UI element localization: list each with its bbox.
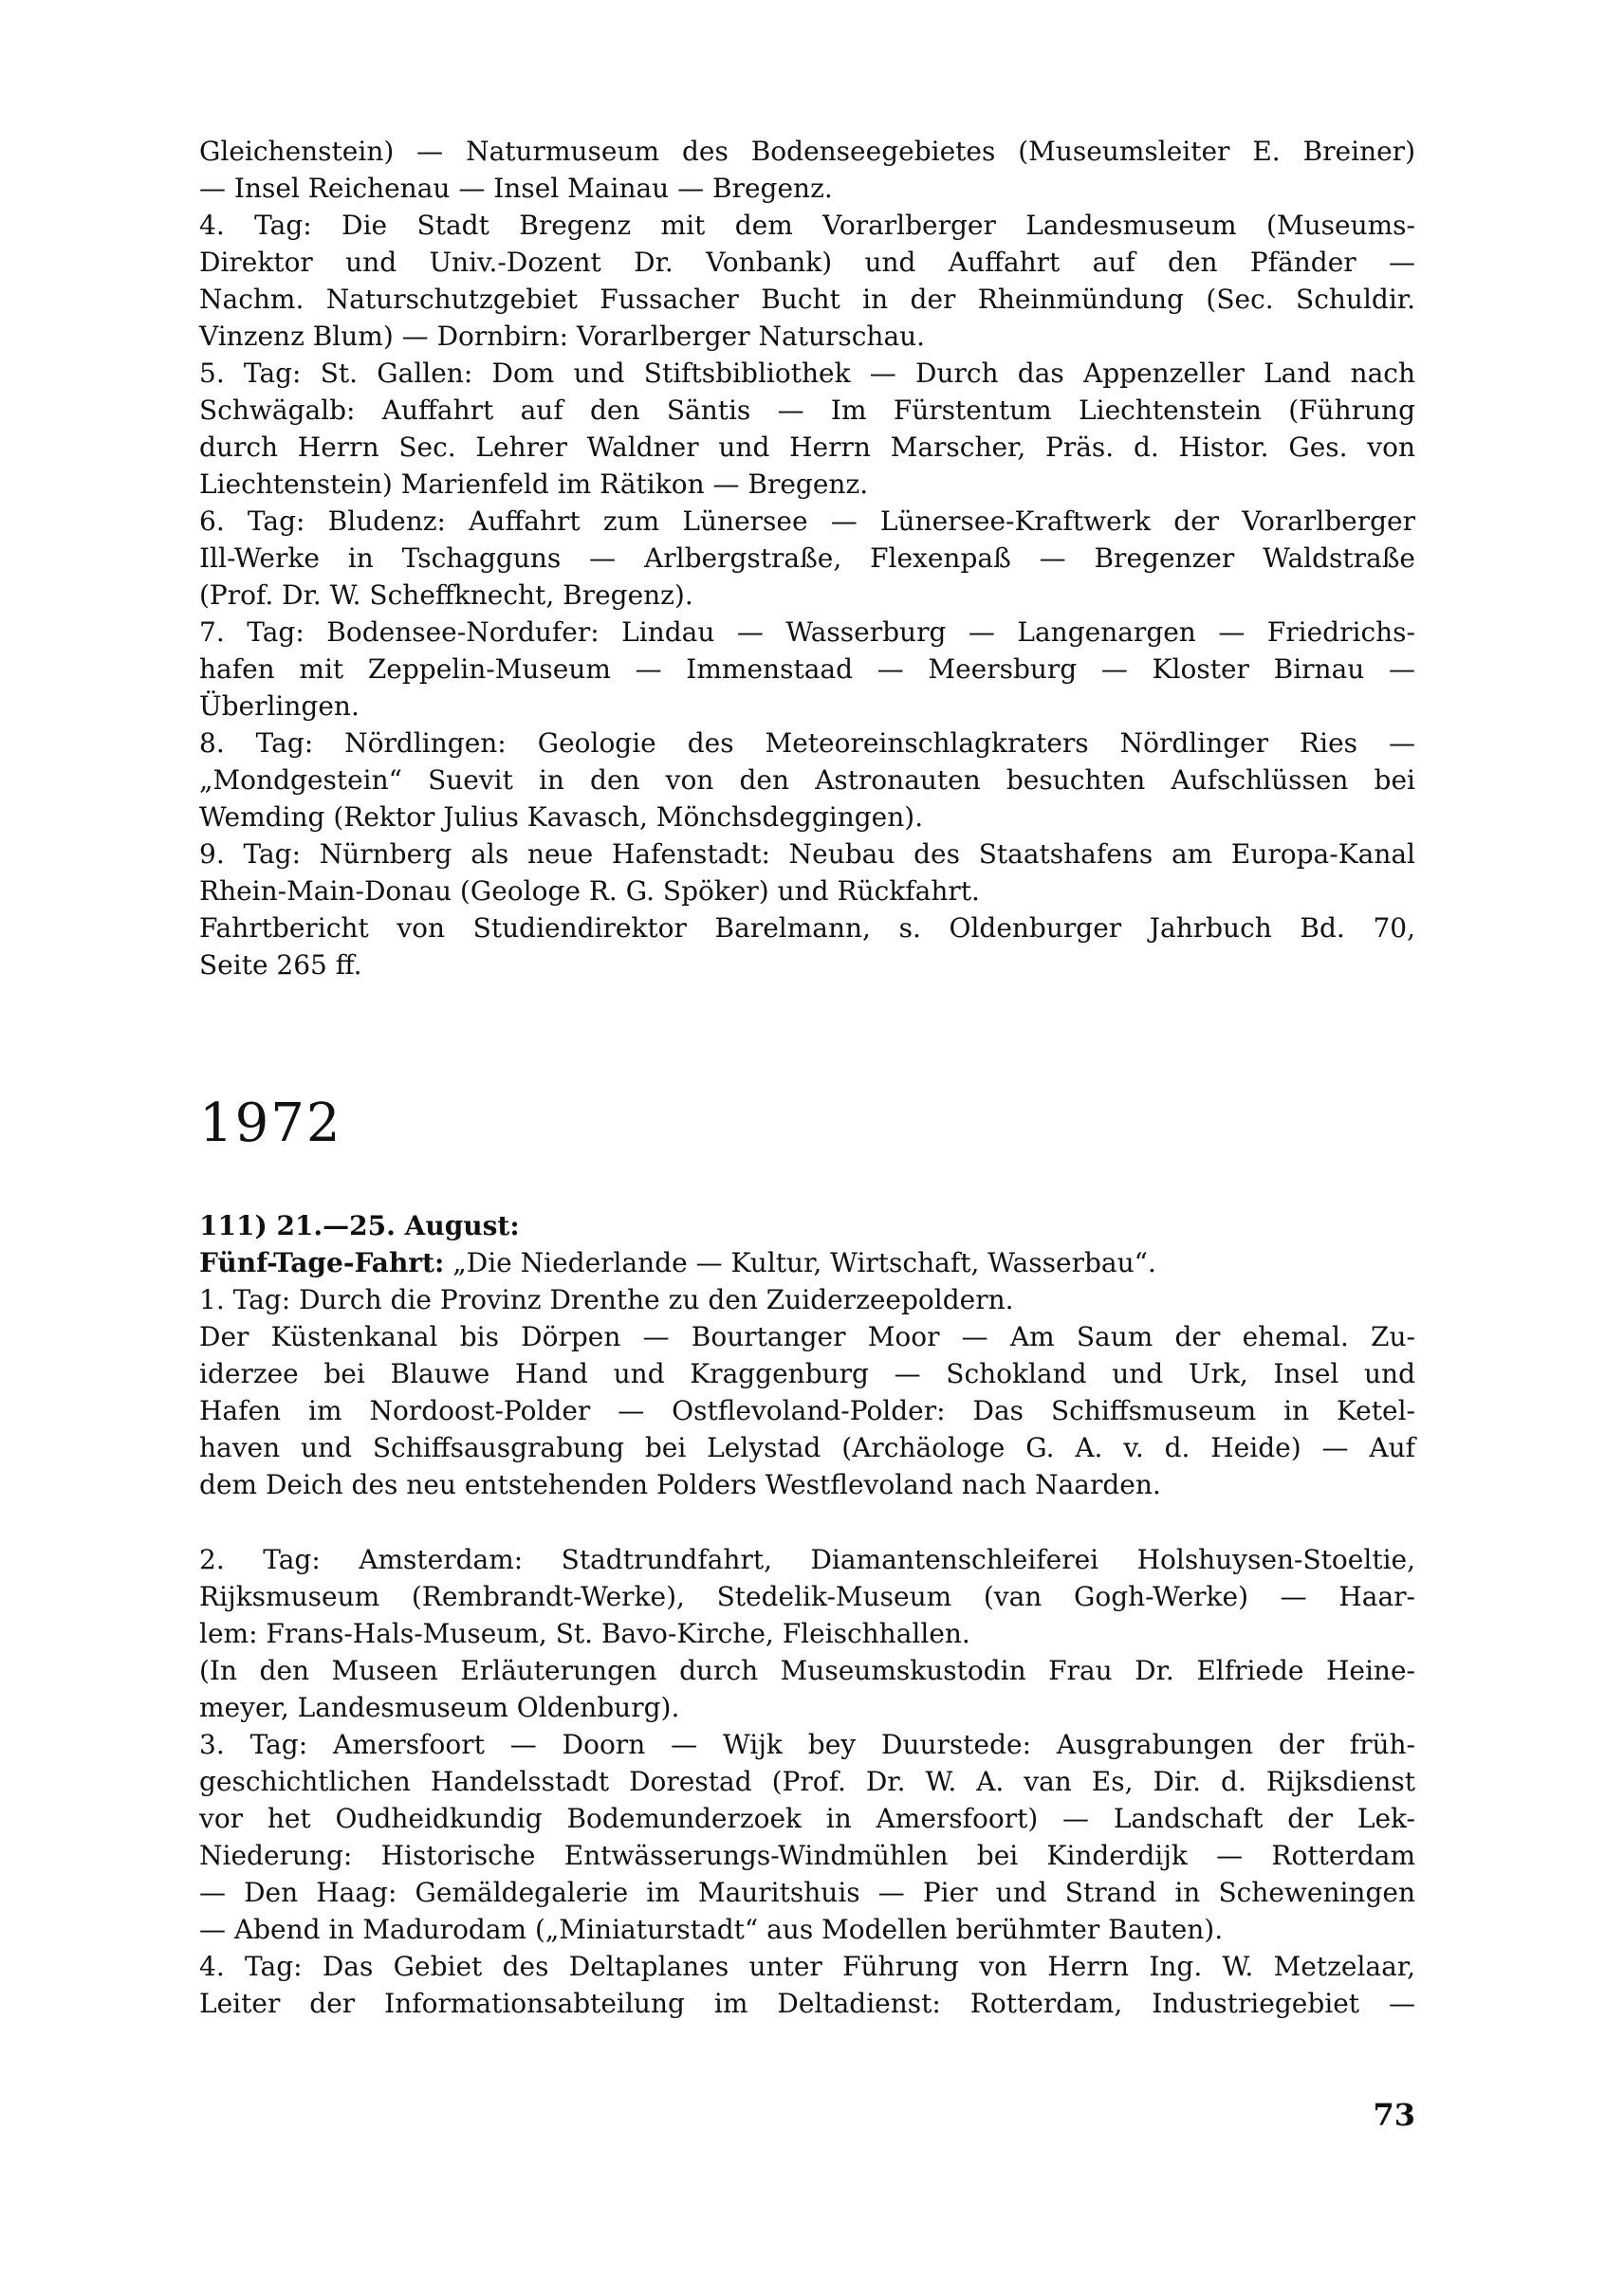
continued-itinerary bbox=[199, 133, 1415, 983]
entry-heading: 111) 21.—25. August: bbox=[199, 1210, 520, 1241]
trip-title: „Die Niederlande — Kultur, Wirtschaft, Wasserbau“. bbox=[452, 1247, 1156, 1278]
text-line: Schwägalb: Auffahrt auf den Säntis — Im Fürstentum Liechtenstein (Führung bbox=[199, 395, 1415, 426]
text-line: (Prof. Dr. W. Scheffknecht, Bregenz). bbox=[199, 579, 693, 611]
text-line: 2. Tag: Amsterdam: Stadtrundfahrt, Diamantenschleiferei Holshuysen-Stoeltie, bbox=[199, 1544, 1415, 1575]
text-line: meyer, Landesmuseum Oldenburg). bbox=[199, 1692, 680, 1723]
text-line: Leiter der Informationsabteilung im Deltadienst: Rotterdam, Industriegebiet — bbox=[199, 1988, 1415, 2019]
text-line: 6. Tag: Bludenz: Auffahrt zum Lünersee — Lünersee-Kraftwerk der Vorarlberger bbox=[199, 505, 1415, 537]
text-line: Ill-Werke in Tschagguns — Arlbergstraße, Flexenpaß — Bregenzer Waldstraße bbox=[199, 542, 1415, 574]
text-line: iderzee bei Blauwe Hand und Kraggenburg — Schokland und Urk, Insel und bbox=[199, 1358, 1415, 1389]
text-line: haven und Schiffsausgrabung bei Lelystad (Archäologe G. A. v. d. Heide) — Auf bbox=[199, 1432, 1415, 1463]
text-line: Direktor und Univ.-Dozent Dr. Vonbank) und Auffahrt auf den Pfänder — bbox=[199, 247, 1415, 278]
text-line: Liechtenstein) Marienfeld im Rätikon — Bregenz. bbox=[199, 468, 869, 500]
text-line: Überlingen. bbox=[199, 690, 360, 722]
text-line: 4. Tag: Das Gebiet des Deltaplanes unter Führung von Herrn Ing. W. Metzelaar, bbox=[199, 1951, 1415, 1982]
text-line: 8. Tag: Nördlingen: Geologie des Meteoreinschlagkraters Nördlinger Ries — bbox=[199, 727, 1415, 759]
page-number: 73 bbox=[1373, 2097, 1415, 2133]
page-content bbox=[199, 133, 1415, 2022]
trip-title-line bbox=[199, 1244, 1415, 1281]
text-line: „Mondgestein“ Suevit in den von den Astronauten besuchten Aufschlüssen bei bbox=[199, 764, 1415, 796]
paragraph-gap bbox=[199, 1503, 1415, 1541]
text-line: vor het Oudheidkundig Bodemunderzoek in Amersfoort) — Landschaft der Lek- bbox=[199, 1803, 1415, 1834]
text-line: dem Deich des neu entstehenden Polders Westflevoland nach Naarden. bbox=[199, 1469, 1161, 1500]
text-line: — Insel Reichenau — Insel Mainau — Bregenz. bbox=[199, 173, 833, 204]
entry-1972-111 bbox=[199, 1207, 1415, 2022]
text-line: 4. Tag: Die Stadt Bregenz mit dem Vorarlberger Landesmuseum (Museums- bbox=[199, 210, 1415, 241]
text-line: lem: Frans-Hals-Museum, St. Bavo-Kirche, Fleischhallen. bbox=[199, 1618, 970, 1649]
text-line: Gleichenstein) — Naturmuseum des Bodenseegebietes (Museumsleiter E. Breiner) bbox=[199, 136, 1415, 167]
text-line: Rijksmuseum (Rembrandt-Werke), Stedelik-Museum (van Gogh-Werke) — Haar- bbox=[199, 1581, 1415, 1612]
text-line: — Abend in Madurodam („Miniaturstadt“ aus Modellen berühmter Bauten). bbox=[199, 1914, 1224, 1945]
text-line: Der Küstenkanal bis Dörpen — Bourtanger Moor — Am Saum der ehemal. Zu- bbox=[199, 1321, 1415, 1352]
text-line: — Den Haag: Gemäldegalerie im Mauritshuis — Pier und Strand in Scheweningen bbox=[199, 1877, 1415, 1908]
text-line: durch Herrn Sec. Lehrer Waldner und Herrn Marscher, Präs. d. Histor. Ges. von bbox=[199, 432, 1415, 463]
text-line: 5. Tag: St. Gallen: Dom und Stiftsbibliothek — Durch das Appenzeller Land nach bbox=[199, 358, 1415, 389]
text-line: Fahrtbericht von Studiendirektor Barelmann, s. Oldenburger Jahrbuch Bd. 70, bbox=[199, 912, 1415, 944]
text-line: Hafen im Nordoost-Polder — Ostflevoland-Polder: Das Schiffsmuseum in Ketel- bbox=[199, 1395, 1415, 1426]
text-line: Vinzenz Blum) — Dornbirn: Vorarlberger Naturschau. bbox=[199, 321, 926, 352]
text-line: (In den Museen Erläuterungen durch Museumskustodin Frau Dr. Elfriede Heine- bbox=[199, 1655, 1415, 1686]
text-line: 1. Tag: Durch die Provinz Drenthe zu den Zuiderzeepoldern. bbox=[199, 1284, 1014, 1315]
text-line: geschichtlichen Handelsstadt Dorestad (Prof. Dr. W. A. van Es, Dir. d. Rijksdienst bbox=[199, 1766, 1415, 1797]
text-line: hafen mit Zeppelin-Museum — Immenstaad — Meersburg — Kloster Birnau — bbox=[199, 653, 1415, 685]
text-line: Nachm. Naturschutzgebiet Fussacher Bucht in der Rheinmündung (Sec. Schuldir. bbox=[199, 284, 1415, 315]
text-line: Niederung: Historische Entwässerungs-Windmühlen bei Kinderdijk — Rotterdam bbox=[199, 1840, 1415, 1871]
text-line: 7. Tag: Bodensee-Nordufer: Lindau — Wasserburg — Langenargen — Friedrichs- bbox=[199, 616, 1415, 648]
text-line: Rhein-Main-Donau (Geologe R. G. Spöker) und Rückfahrt. bbox=[199, 875, 980, 907]
year-heading: 1972 bbox=[199, 1093, 342, 1154]
text-line: 3. Tag: Amersfoort — Doorn — Wijk bey Duurstede: Ausgrabungen der früh- bbox=[199, 1729, 1415, 1760]
text-line: 9. Tag: Nürnberg als neue Hafenstadt: Neubau des Staatshafens am Europa-Kanal bbox=[199, 838, 1415, 870]
text-line: Seite 265 ff. bbox=[199, 949, 362, 981]
trip-label: Fünf-Tage-Fahrt: bbox=[199, 1247, 445, 1278]
text-line: Wemding (Rektor Julius Kavasch, Mönchsdeggingen). bbox=[199, 801, 924, 833]
